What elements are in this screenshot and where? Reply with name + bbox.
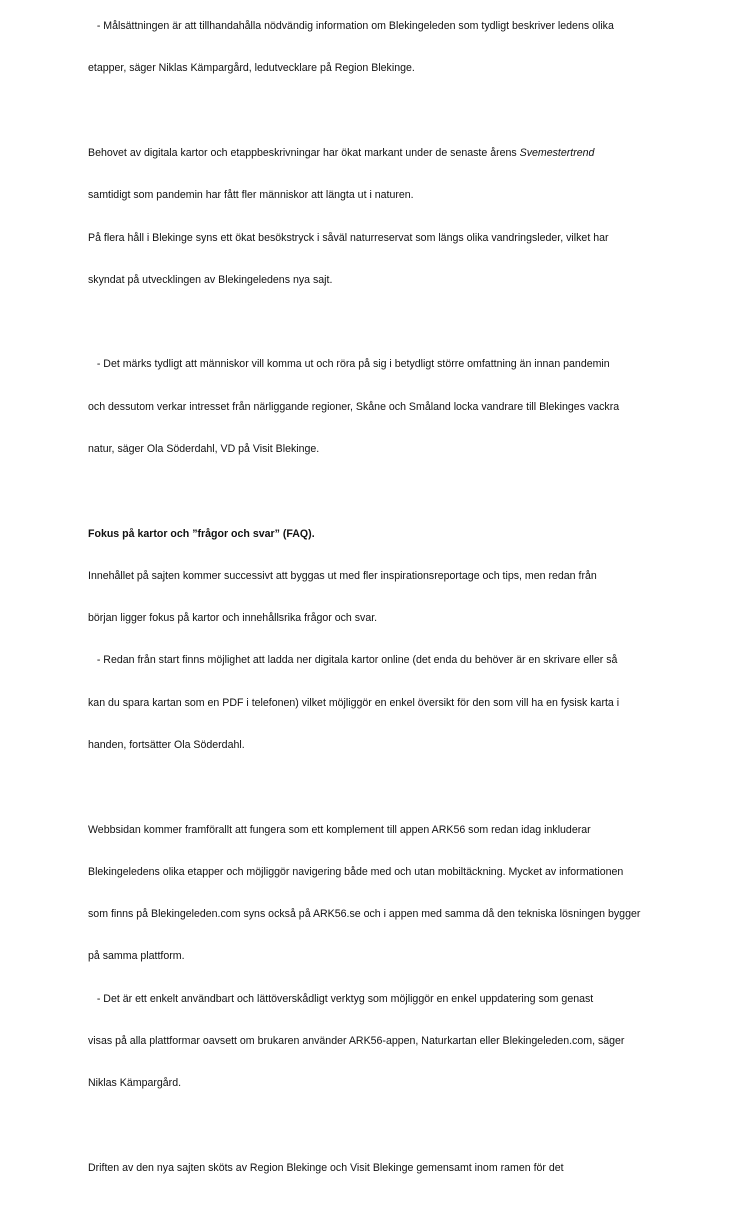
text-line: samtidigt som pandemin har fått fler människor att längta ut i naturen. (88, 189, 414, 202)
operations-paragraph (88, 1133, 728, 1203)
focus-section (88, 498, 728, 780)
text-line: - Redan från start finns möjlighet att ladda ner digitala kartor online (det enda du behöver är en skrivare eller så (88, 654, 618, 667)
text-line (88, 146, 728, 160)
section-heading: Fokus på kartor och ”frågor och svar” (FAQ). (88, 527, 315, 540)
quote-ola-paragraph (88, 329, 728, 484)
text-line: handen, fortsätter Ola Söderdahl. (88, 738, 245, 751)
text-line: Innehållet på sajten kommer successivt att byggas ut med fler inspirationsreportage och tips, men redan från (88, 569, 597, 582)
text-line: Blekingeledens olika etapper och möjliggör navigering både med och utan mobiltäckning. Mycket av informationen (88, 865, 624, 878)
text-line: - Det är ett enkelt användbart och lättöverskådligt verktyg som möjliggör en enkel uppdatering som genast (88, 992, 594, 1005)
text-line: Webbsidan kommer framförallt att fungera som ett komplement till appen ARK56 som redan idag inkluderar (88, 823, 591, 836)
text-line: som finns på Blekingeleden.com syns också på ARK56.se och i appen med samma då den tekniska lösningen bygger (88, 908, 641, 921)
text-line: natur, säger Ola Söderdahl, VD på Visit Blekinge. (88, 443, 320, 455)
web-paragraph (88, 794, 728, 1118)
document-page (88, 0, 728, 1217)
quote-niklas-paragraph (88, 0, 728, 104)
text-line: På flera håll i Blekinge syns ett ökat besökstryck i såväl naturreservat som längs olika vandringsleder, vilket har (88, 231, 609, 244)
italic-term: Svemestertrend (519, 147, 595, 160)
text-line: kan du spara kartan som en PDF i telefonen) vilket möjliggör en enkel översikt för den som vill ha en fysisk karta i (88, 696, 620, 709)
text-line: - Det märks tydligt att människor vill komma ut och röra på sig i betydligt större omfattning än innan pandemin (88, 358, 610, 371)
text-line: Niklas Kämpargård. (88, 1077, 182, 1090)
text-line: skyndat på utvecklingen av Blekingeledens nya sajt. (88, 273, 333, 286)
text-line: - Målsättningen är att tillhandahålla nödvändig information om Blekingeleden som tydligt beskriver ledens olika (88, 20, 614, 33)
text-line: på samma plattform. (88, 950, 185, 963)
text-line: etapper, säger Niklas Kämpargård, ledutvecklare på Region Blekinge. (88, 62, 415, 75)
text-line: visas på alla plattformar oavsett om brukaren använder ARK56-appen, Naturkartan eller Blekingeleden.com, säger (88, 1034, 625, 1047)
text-line: Driften av den nya sajten sköts av Region Blekinge och Visit Blekinge gemensamt inom ramen för det (88, 1161, 564, 1174)
text-line: och dessutom verkar intresset från närliggande regioner, Skåne och Småland locka vandrare till Blekinges vackra (88, 400, 620, 413)
demand-paragraph (88, 118, 728, 315)
text-line: början ligger fokus på kartor och innehållsrika frågor och svar. (88, 612, 378, 625)
text-run: Behovet av digitala kartor och etappbeskrivningar har ökat markant under de senaste årens (88, 147, 520, 160)
